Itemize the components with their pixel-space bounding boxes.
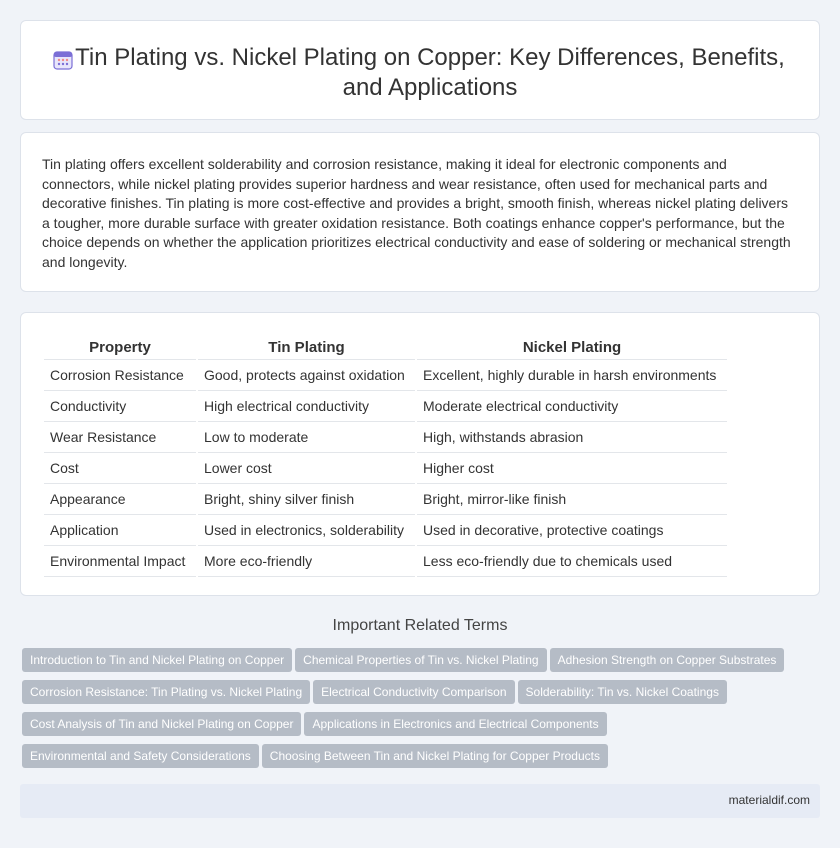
table-cell: Wear Resistance [44, 421, 196, 452]
related-terms-heading: Important Related Terms [332, 617, 508, 634]
table-cell: Environmental Impact [44, 545, 196, 577]
related-term-tag[interactable]: Choosing Between Tin and Nickel Plating for Copper Products [262, 744, 608, 768]
related-term-tag[interactable]: Introduction to Tin and Nickel Plating on Copper [22, 648, 292, 672]
table-cell: Low to moderate [198, 421, 415, 452]
table-cell: Good, protects against oxidation [198, 359, 415, 390]
table-cell: More eco-friendly [198, 545, 415, 577]
intro-card [20, 132, 820, 292]
table-cell: Cost [44, 452, 196, 483]
footer-site-link[interactable]: materialdif.com [728, 793, 810, 807]
title-card [20, 20, 820, 120]
comparison-table [42, 333, 729, 577]
table-cell: Appearance [44, 483, 196, 514]
table-cell: Excellent, highly durable in harsh environments [417, 359, 727, 390]
intro-paragraph: Tin plating offers excellent solderability and corrosion resistance, making it ideal for electronic components and connectors, while nickel plating provides superior hardness and wear resistance, often used for mechanical parts and decorative finishes. Tin plating is more cost-effective and provides a bright, smooth finish, whereas nickel plating delivers a tougher, more durable surface with greater oxidation resistance. Both coatings enhance copper's performance, but the choice depends on whether the application prioritizes electrical conductivity and ease of soldering or mechanical strength and longevity. [42, 156, 791, 270]
table-cell: Used in electronics, solderability [198, 514, 415, 545]
table-cell: Conductivity [44, 390, 196, 421]
table-row [44, 483, 727, 514]
table-row [44, 545, 727, 577]
related-term-tag[interactable]: Environmental and Safety Considerations [22, 744, 259, 768]
column-header: Nickel Plating [522, 338, 622, 356]
table-header-row [44, 333, 727, 359]
table-cell: Used in decorative, protective coatings [417, 514, 727, 545]
table-cell: High electrical conductivity [198, 390, 415, 421]
column-header: Property [89, 338, 151, 356]
table-cell: High, withstands abrasion [417, 421, 727, 452]
table-cell: Bright, mirror-like finish [417, 483, 727, 514]
table-row [44, 452, 727, 483]
table-cell: Higher cost [417, 452, 727, 483]
related-term-tag[interactable]: Electrical Conductivity Comparison [313, 680, 514, 704]
table-row [44, 390, 727, 421]
table-cell: Bright, shiny silver finish [198, 483, 415, 514]
footer [20, 784, 820, 818]
column-header: Tin Plating [268, 338, 345, 356]
table-row [44, 514, 727, 545]
related-term-tag[interactable]: Chemical Properties of Tin vs. Nickel Plating [295, 648, 546, 672]
table-cell: Moderate electrical conductivity [417, 390, 727, 421]
table-row [44, 421, 727, 452]
related-term-tag[interactable]: Applications in Electronics and Electrical Components [304, 712, 606, 736]
table-cell: Lower cost [198, 452, 415, 483]
table-cell: Application [44, 514, 196, 545]
table-cell: Less eco-friendly due to chemicals used [417, 545, 727, 577]
related-term-tag[interactable]: Cost Analysis of Tin and Nickel Plating on Copper [22, 712, 301, 736]
page-title: Tin Plating vs. Nickel Plating on Copper: Key Differences, Benefits, and Applications [75, 44, 785, 101]
related-terms-list [22, 648, 802, 776]
table-row [44, 359, 727, 390]
related-term-tag[interactable]: Corrosion Resistance: Tin Plating vs. Nickel Plating [22, 680, 310, 704]
related-term-tag[interactable]: Adhesion Strength on Copper Substrates [550, 648, 785, 672]
comparison-table-card [20, 312, 820, 596]
table-cell: Corrosion Resistance [44, 359, 196, 390]
related-term-tag[interactable]: Solderability: Tin vs. Nickel Coatings [518, 680, 727, 704]
